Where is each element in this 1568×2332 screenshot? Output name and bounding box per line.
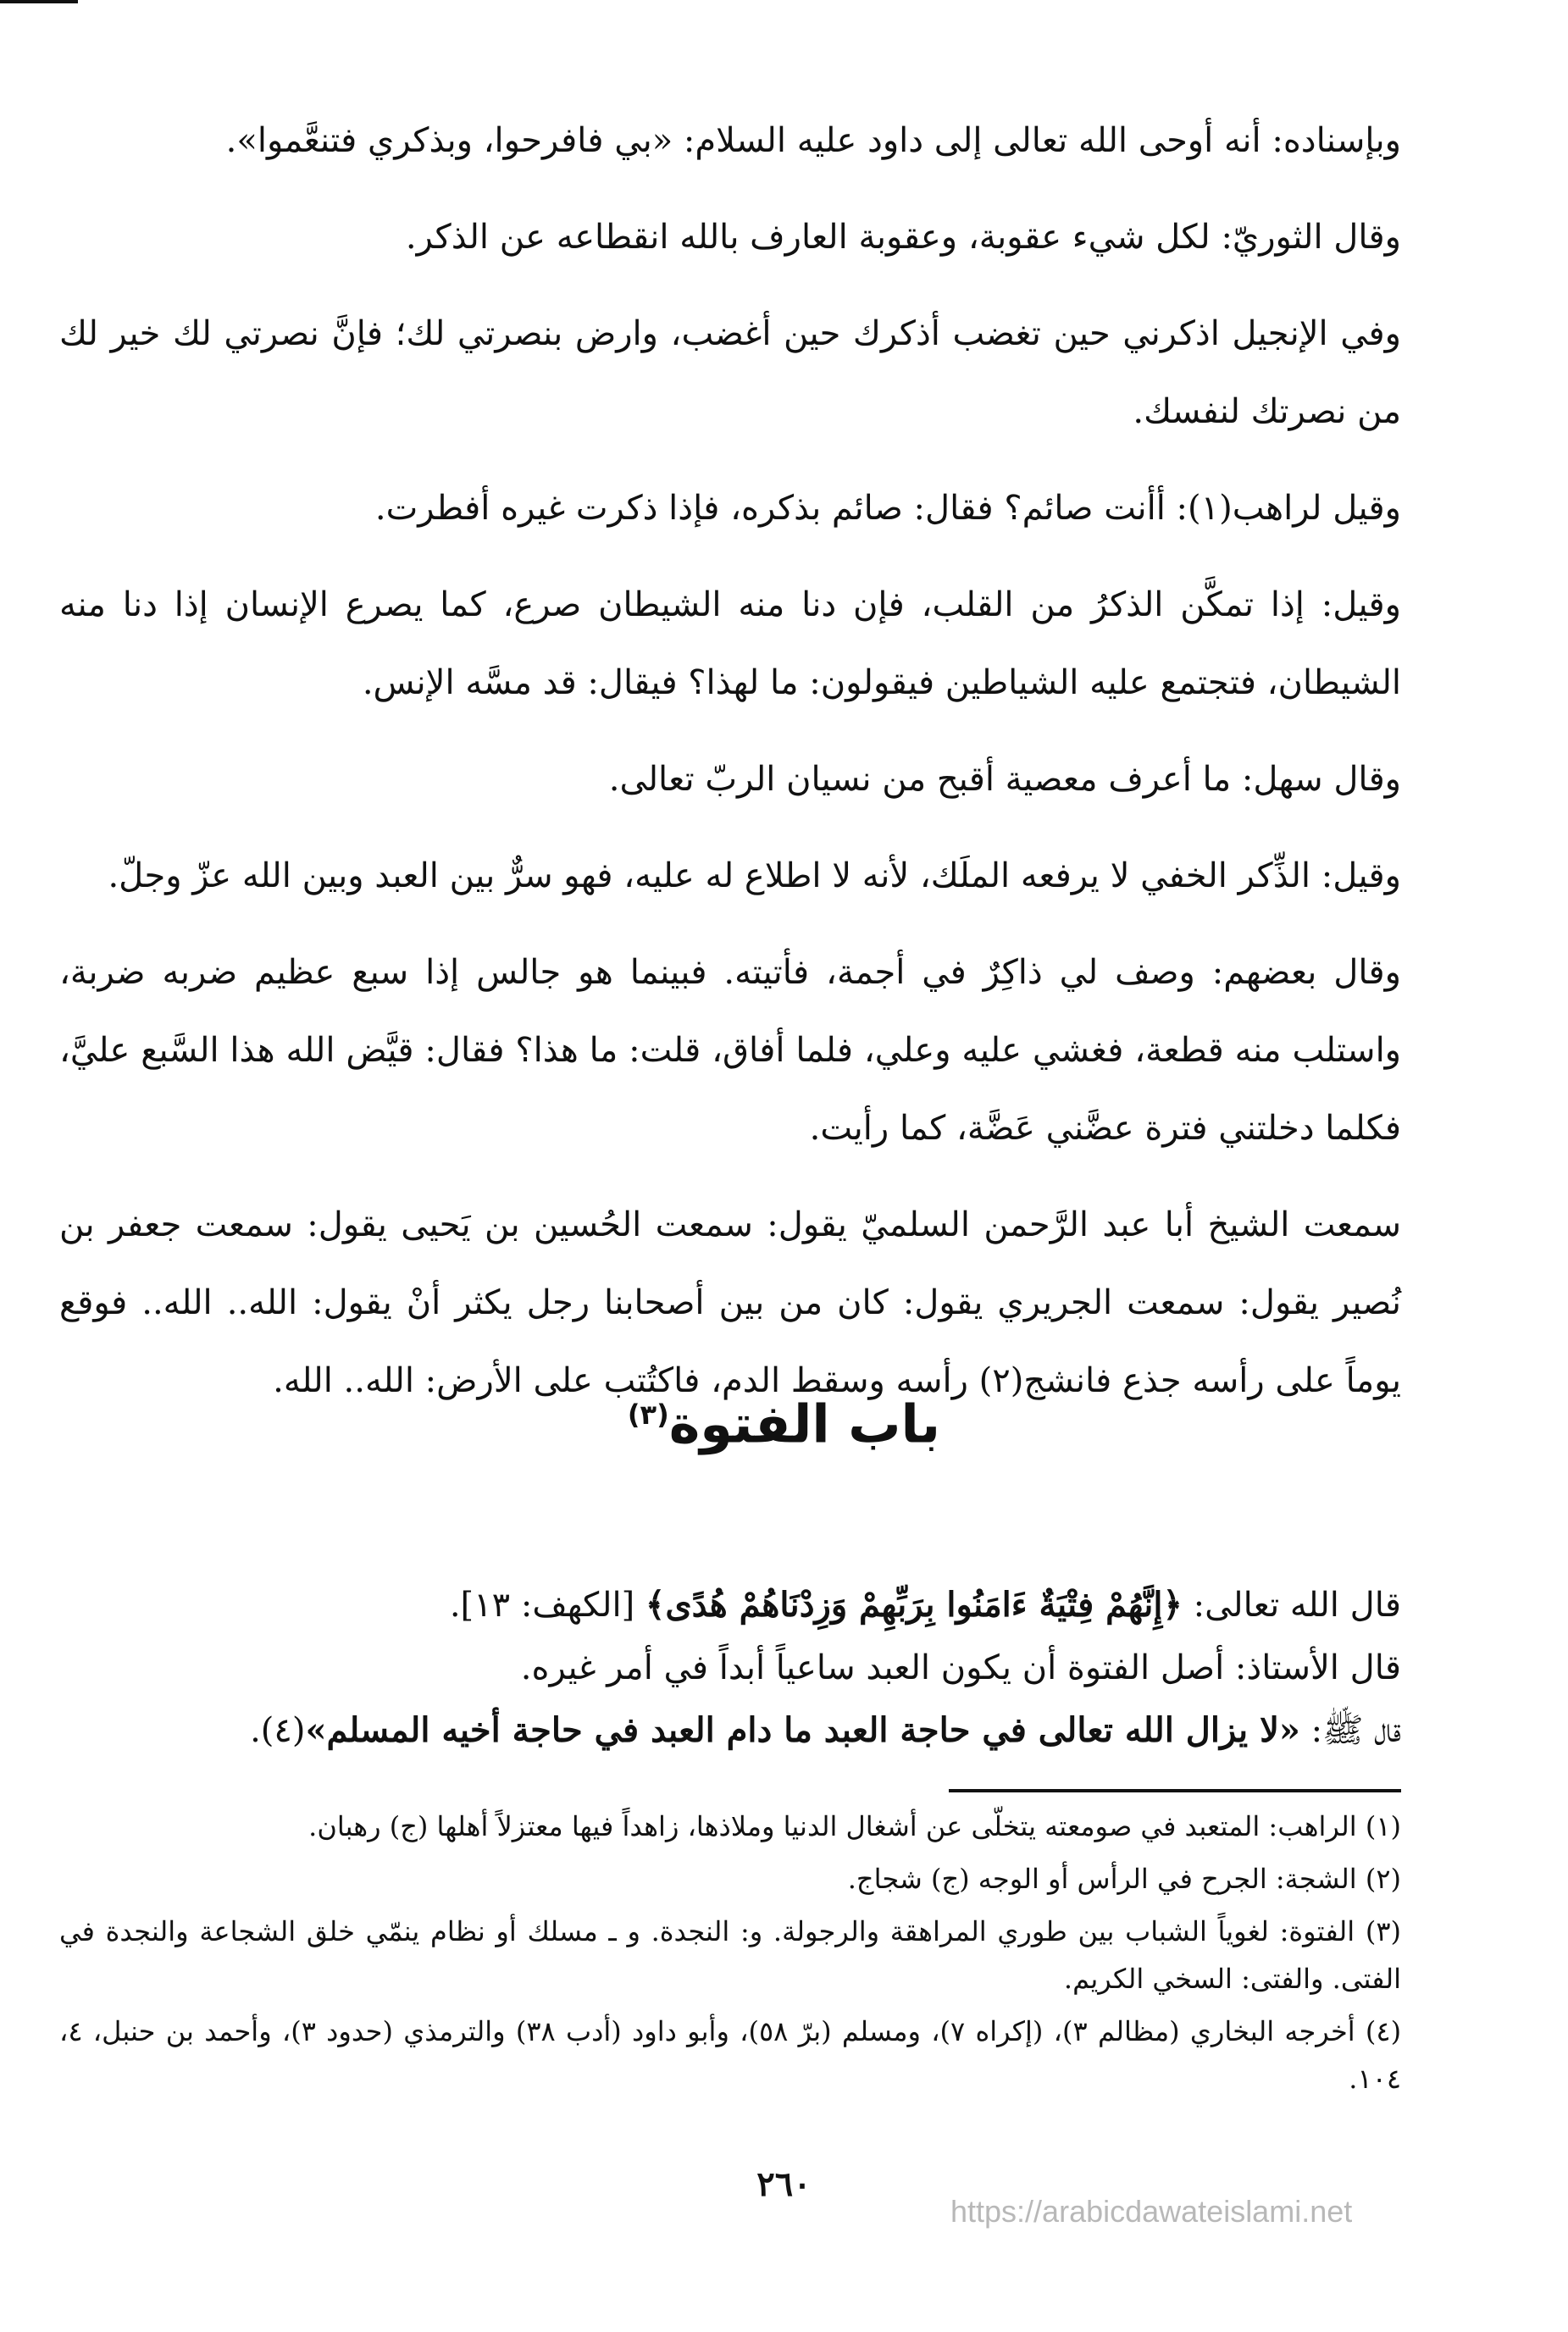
page-number: ٢٦٠: [756, 2164, 812, 2204]
paragraph: وقيل: الذِّكر الخفي لا يرفعه الملَك، لأنه لا اطلاع له عليه، فهو سرٌّ بين العبد وبين الله عزّ وجلّ.: [108, 856, 1401, 895]
footnote: (١) الراهب: المتعبد في صومعته يتخلّى عن أشغال الدنيا وملاذها، زاهداً فيها معتزلاً أهلها (ج) رهبان.: [308, 1810, 1401, 1842]
section-body: [59, 1574, 1401, 1762]
watermark: https://arabicdawateislami.net: [950, 2194, 1353, 2229]
footnote: (٣) الفتوة: لغوياً الشباب بين طوري المراهقة والرجولة. و: النجدة. و ـ مسلك أو نظام ينمّي خلق الشجاعة والنجدة في الفتى. والفتى: السخي الكريم.: [59, 1915, 1402, 1995]
line-prefix: قال الله تعالى:: [1182, 1586, 1401, 1625]
top-rule: [0, 0, 78, 3]
paragraph: وقال سهل: ما أعرف معصية أقبح من نسيان الربّ تعالى.: [608, 760, 1401, 799]
ustadh-statement: قال الأستاذ: أصل الفتوة أن يكون العبد ساعياً أبداً في أمر غيره.: [520, 1648, 1401, 1687]
hadith-text: «لا يزال الله تعالى في حاجة العبد ما دام العبد في حاجة أخيه المسلم»: [305, 1710, 1300, 1750]
section-title: [0, 1372, 1568, 1467]
quran-citation-line: [59, 1574, 1401, 1637]
footnote: (٤) أخرجه البخاري (مظالم ٣)، (إكراه ٧)، ومسلم (برّ ٥٨)، وأبو داود (أدب ٣٨) والترمذي (حدود ٣)، وأحمد بن حنبل، ٤، ١٠٤.: [59, 2015, 1402, 2095]
footnote: (٢) الشجة: الجرح في الرأس أو الوجه (ج) شجاج.: [847, 1863, 1401, 1895]
body-text: [59, 102, 1401, 1438]
footnote-separator: [949, 1789, 1401, 1792]
paragraph: وقال الثوريّ: لكل شيء عقوبة، وعقوبة العارف بالله انقطاعه عن الذكر.: [405, 218, 1401, 257]
section-title-text: باب الفتوة: [668, 1393, 941, 1455]
paragraph: وبإسناده: أنه أوحى الله تعالى إلى داود عليه السلام: «بي فافرحوا، وبذكري فتنعَّموا».: [225, 121, 1401, 160]
quran-verse: ﴿إِنَّهُمْ فِتْيَةٌ ءَامَنُوا بِرَبِّهِمْ وَزِدْنَاهُمْ هُدًى﴾: [645, 1585, 1183, 1625]
paragraph: وقيل: إذا تمكَّن الذكرُ من القلب، فإن دنا منه الشيطان صرع، كما يصرع الإنسان إذا دنا منه الشيطان، فتجتمع عليه الشياطين فيقولون: ما لهذا؟ فيقال: قد مسَّه الإنس.: [59, 585, 1401, 702]
paragraph: وفي الإنجيل اذكرني حين تغضب أذكرك حين أغضب، وارض بنصرتي لك؛ فإنَّ نصرتي لك خير لك من نصرتك لنفسك.: [59, 314, 1401, 431]
paragraph: وقيل لراهب(١): أأنت صائم؟ فقال: صائم بذكره، فإذا ذكرت غيره أفطرت.: [374, 489, 1401, 528]
paragraph: وقال بعضهم: وصف لي ذاكِرٌ في أجمة، فأتيته. فبينما هو جالس إذا سبع عظيم ضربه ضربة، واستلب منه قطعة، فغشي عليه وعلي، فلما أفاق، قلت: ما هذا؟ فقال: قيَّض الله هذا السَّبع عليَّ، فكلما دخلتني فترة عضَّني عَضَّة، كما رأيت.: [59, 953, 1401, 1148]
footnotes: [59, 1803, 1401, 2108]
paragraph: سمعت الشيخ أبا عبد الرَّحمن السلميّ يقول: سمعت الحُسين بن يَحيى يقول: سمعت جعفر بن نُصير يقول: سمعت الجريري يقول: كان من بين أصحابنا رجل يكثر أنْ يقول: الله.. الله.. فوقع يوماً على رأسه جذع فانشج(٢) رأسه وسقط الدم، فاكتُتب على الأرض: الله.. الله.: [59, 1205, 1402, 1400]
footnote-reference: (٣): [627, 1399, 669, 1431]
hadith-line: [59, 1699, 1401, 1762]
hadith-reference: (٤).: [250, 1711, 306, 1750]
line-prefix: قال ﷺ:: [1299, 1711, 1401, 1750]
verse-reference: [الكهف: ١٣].: [449, 1586, 645, 1625]
